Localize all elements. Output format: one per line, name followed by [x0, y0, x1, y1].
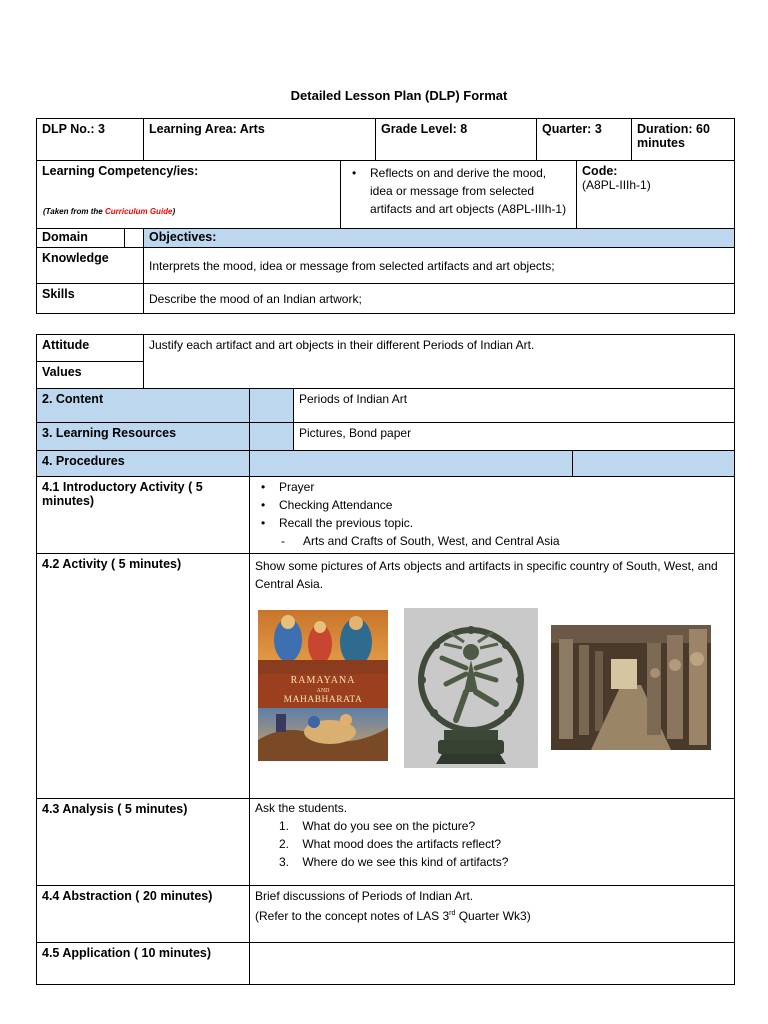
resources-spacer: [250, 423, 294, 451]
resources-label: 3. Learning Resources: [37, 423, 250, 451]
activity-label: 4.2 Activity ( 5 minutes): [37, 554, 250, 799]
list-subitem: - Arts and Crafts of South, West, and Central Asia: [255, 532, 729, 550]
intro-activity-cell: [250, 477, 735, 554]
grade-level: Grade Level: 8: [376, 119, 537, 161]
intro-activity-list: [255, 478, 729, 550]
book-cover-illustration: [258, 610, 388, 761]
note-prefix: (Taken from the: [43, 207, 105, 216]
analysis-questions: [279, 817, 729, 871]
abstraction-label: 4.4 Abstraction ( 20 minutes): [37, 886, 250, 943]
attitude-text: Justify each artifact and art objects in their different Periods of Indian Art.: [144, 335, 735, 389]
book-title-line-2: AND: [316, 688, 330, 694]
domain-header: Domain: [37, 229, 125, 248]
competency-text: • Reflects on and derive the mood, idea or message from selected artifacts and art objects (A8PL-IIIh-1): [346, 164, 571, 218]
list-item: • Checking Attendance: [255, 496, 729, 514]
skills-text: Describe the mood of an Indian artwork;: [144, 284, 735, 314]
abstraction-cell: [250, 886, 735, 943]
dlp-number: DLP No.: 3: [37, 119, 144, 161]
book-title-line-3: MAHABHARATA: [283, 695, 363, 705]
content-spacer: [250, 389, 294, 423]
activity-cell: [250, 554, 735, 799]
cave-temple-picture: [551, 625, 711, 750]
content-text: Periods of Indian Art: [294, 389, 735, 423]
procedures-spacer-1: [250, 451, 573, 477]
application-label: 4.5 Application ( 10 minutes): [37, 943, 250, 985]
values-label: Values: [37, 362, 144, 389]
nataraja-statue-picture: [404, 608, 538, 768]
domain-spacer: [125, 229, 144, 248]
learning-area: Learning Area: Arts: [144, 119, 376, 161]
list-item: • Prayer: [255, 478, 729, 496]
quarter: Quarter: 3: [537, 119, 632, 161]
application-cell: [250, 943, 735, 985]
competency-text-cell: [341, 161, 577, 229]
code-value: (A8PL-IIIh-1): [582, 178, 651, 192]
abstraction-line-1: Brief discussions of Periods of Indian Art.: [255, 889, 474, 903]
document-title: Detailed Lesson Plan (DLP) Format: [290, 88, 508, 103]
resources-text: Pictures, Bond paper: [294, 423, 735, 451]
competency-label-cell: [37, 161, 341, 229]
list-item: 2. What mood does the artifacts reflect?: [279, 837, 502, 851]
knowledge-text: Interprets the mood, idea or message from selected artifacts and art objects;: [144, 248, 735, 284]
procedures-label: 4. Procedures: [37, 451, 250, 477]
abstraction-line-2-end: Quarter Wk3): [455, 909, 531, 923]
list-item: • Recall the previous topic.: [255, 514, 729, 532]
ordinal-suffix: rd: [449, 910, 456, 917]
ramayana-mahabharata-picture: [258, 610, 388, 761]
cave-temple-illustration: [551, 625, 711, 750]
analysis-label: 4.3 Analysis ( 5 minutes): [37, 799, 250, 886]
lesson-info-table: [36, 118, 735, 314]
note-suffix: ): [172, 207, 176, 216]
code-label: Code:: [582, 164, 618, 178]
curriculum-guide-link-text: Curriculum Guide: [104, 207, 173, 216]
content-label: 2. Content: [37, 389, 250, 423]
procedures-spacer-2: [573, 451, 735, 477]
duration: Duration: 60 minutes: [632, 119, 735, 161]
list-item: 3. Where do we see this kind of artifacts?: [279, 855, 509, 869]
competency-label: Learning Competency/ies:: [42, 164, 199, 178]
abstraction-line-2: [255, 905, 729, 925]
curriculum-guide-note: [43, 207, 175, 216]
objectives-header: Objectives:: [144, 229, 735, 248]
skills-label: Skills: [37, 284, 144, 314]
knowledge-label: Knowledge: [37, 248, 144, 284]
abstraction-line-2-start: (Refer to the concept notes of LAS 3: [255, 909, 450, 923]
list-item: 1. What do you see on the picture?: [279, 819, 476, 833]
analysis-intro: Ask the students.: [255, 801, 348, 815]
attitude-label: Attitude: [37, 335, 144, 362]
code-cell: [577, 161, 735, 229]
nataraja-illustration: [404, 608, 538, 768]
analysis-cell: [250, 799, 735, 886]
book-title-line-1: RAMAYANA: [290, 675, 356, 686]
activity-text: Show some pictures of Arts objects and artifacts in specific country of South, West, and Central Asia.: [255, 559, 718, 591]
intro-activity-label: 4.1 Introductory Activity ( 5 minutes): [37, 477, 250, 554]
procedures-table: [36, 334, 735, 985]
